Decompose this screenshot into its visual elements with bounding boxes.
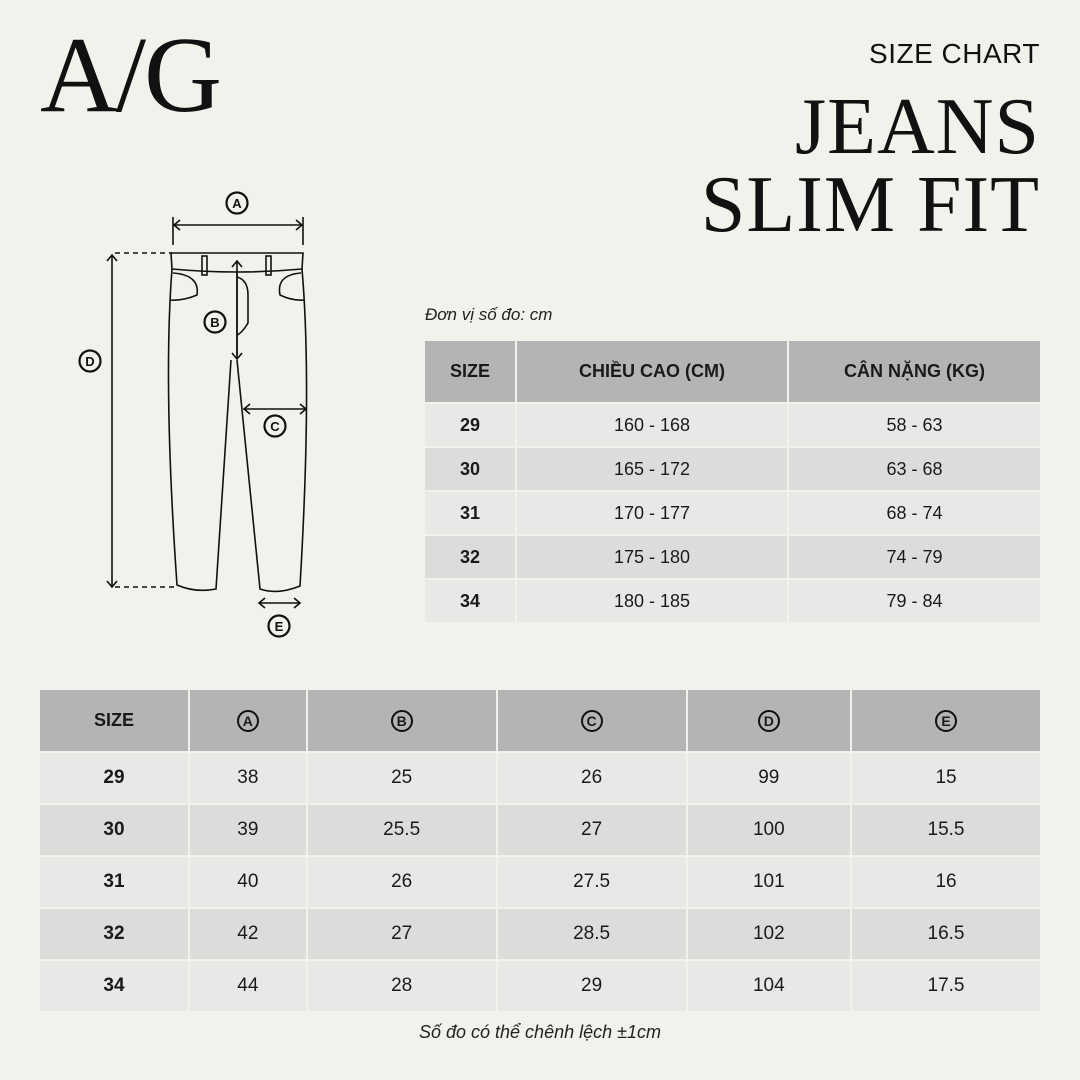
measure-a-cell: 39 (190, 805, 306, 855)
measure-c-cell: 26 (498, 753, 686, 803)
measure-d-cell: 102 (688, 909, 850, 959)
pants-measurement-diagram (70, 185, 330, 645)
weight-cell: 79 - 84 (789, 580, 1040, 622)
height-cell: 165 - 172 (517, 448, 787, 490)
table-row (425, 492, 1040, 534)
height-cell: 180 - 185 (517, 580, 787, 622)
circle-c-icon: C (581, 710, 603, 732)
measure-a-cell: 44 (190, 961, 306, 1011)
circle-d-icon: D (758, 710, 780, 732)
weight-cell: 74 - 79 (789, 536, 1040, 578)
header-c (498, 690, 686, 751)
label-c-text: C (270, 419, 280, 434)
measure-d-cell: 99 (688, 753, 850, 803)
table-row (425, 580, 1040, 622)
measure-e-cell: 15 (852, 753, 1040, 803)
height-cell: 175 - 180 (517, 536, 787, 578)
measure-e-cell: 16.5 (852, 909, 1040, 959)
header-weight: CÂN NẶNG (KG) (789, 341, 1040, 402)
title-line-2: SLIM FIT (700, 161, 1040, 249)
table-row (40, 909, 1040, 959)
measure-d-cell: 101 (688, 857, 850, 907)
table-row (425, 404, 1040, 446)
size-cell: 34 (40, 961, 188, 1011)
size-cell: 34 (425, 580, 515, 622)
brand-logo: A/G (40, 16, 220, 135)
measure-e-cell: 16 (852, 857, 1040, 907)
size-cell: 29 (40, 753, 188, 803)
size-cell: 29 (425, 404, 515, 446)
measure-b-cell: 25.5 (308, 805, 496, 855)
label-b-text: B (210, 315, 220, 330)
label-c-marker (265, 416, 286, 437)
title-line-1: JEANS (794, 83, 1040, 171)
measure-c-cell: 29 (498, 961, 686, 1011)
table-row (40, 753, 1040, 803)
measure-a-cell: 42 (190, 909, 306, 959)
label-d-text: D (85, 354, 95, 369)
header-size: SIZE (40, 690, 188, 751)
size-chart-label: SIZE CHART (869, 38, 1040, 69)
height-cell: 160 - 168 (517, 404, 787, 446)
label-d-marker (80, 351, 101, 372)
header-height: CHIỀU CAO (CM) (517, 341, 787, 402)
label-b-marker (205, 312, 226, 333)
circle-e-icon: E (935, 710, 957, 732)
circle-b-icon: B (391, 710, 413, 732)
weight-cell: 58 - 63 (789, 404, 1040, 446)
measurement-table (38, 688, 1042, 1013)
measure-c-cell: 28.5 (498, 909, 686, 959)
weight-cell: 68 - 74 (789, 492, 1040, 534)
header-e (852, 690, 1040, 751)
label-a-marker (227, 193, 248, 214)
measure-e-cell: 17.5 (852, 961, 1040, 1011)
measure-c-cell: 27.5 (498, 857, 686, 907)
size-cell: 31 (425, 492, 515, 534)
header-d (688, 690, 850, 751)
header-size: SIZE (425, 341, 515, 402)
height-weight-table (423, 339, 1042, 624)
table-row (40, 857, 1040, 907)
measure-b-cell: 25 (308, 753, 496, 803)
label-e-text: E (274, 619, 284, 634)
table-row (425, 448, 1040, 490)
measure-d-cell: 104 (688, 961, 850, 1011)
measure-a-cell: 38 (190, 753, 306, 803)
size-cell: 30 (425, 448, 515, 490)
measure-c-cell: 27 (498, 805, 686, 855)
unit-note: Đơn vị số đo: cm (425, 305, 553, 324)
circle-a-icon: A (237, 710, 259, 732)
size-cell: 30 (40, 805, 188, 855)
table-row (40, 805, 1040, 855)
product-title (700, 83, 1040, 249)
measure-e-cell: 15.5 (852, 805, 1040, 855)
table-header-row (425, 341, 1040, 402)
size-cell: 31 (40, 857, 188, 907)
label-e-marker (269, 616, 290, 637)
measure-a-cell: 40 (190, 857, 306, 907)
height-cell: 170 - 177 (517, 492, 787, 534)
label-a-text: A (232, 196, 242, 211)
header-b (308, 690, 496, 751)
header-a (190, 690, 306, 751)
size-cell: 32 (40, 909, 188, 959)
measure-b-cell: 26 (308, 857, 496, 907)
table-row (40, 961, 1040, 1011)
table-row (425, 536, 1040, 578)
weight-cell: 63 - 68 (789, 448, 1040, 490)
measure-b-cell: 28 (308, 961, 496, 1011)
tolerance-footnote: Số đo có thể chênh lệch ±1cm (418, 1022, 662, 1042)
measure-d-cell: 100 (688, 805, 850, 855)
size-cell: 32 (425, 536, 515, 578)
measure-b-cell: 27 (308, 909, 496, 959)
table-header-row (40, 690, 1040, 751)
